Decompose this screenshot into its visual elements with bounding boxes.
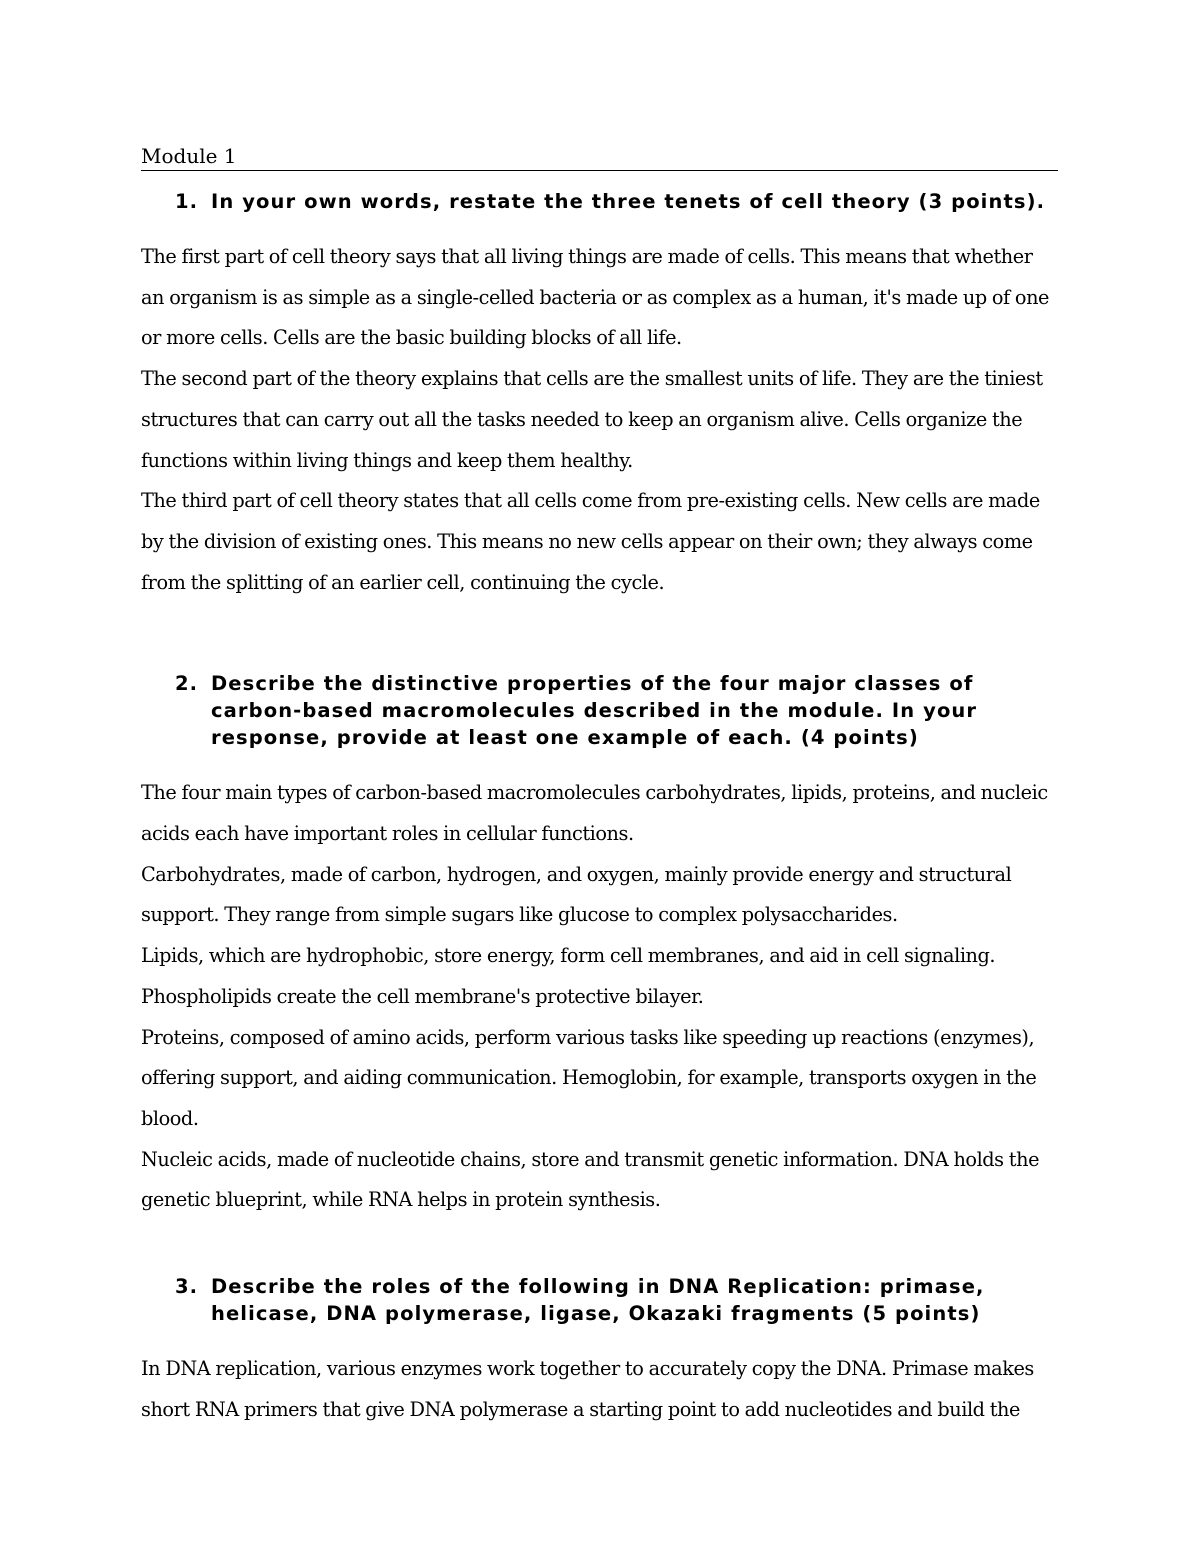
question-prompt: Describe the roles of the following in DNA Replication: primase, helicase, DNA polymerase, ligase, Okazaki fragments (5 points): [211, 1275, 985, 1326]
question-3: [141, 1273, 1058, 1327]
answer-paragraph: The third part of cell theory states that all cells come from pre-existing cells. New cells are made by the division of existing ones. This means no new cells appear on their own; they always come from the splitting of an earlier cell, continuing the cycle.: [141, 489, 1040, 594]
answer-2: [141, 773, 1058, 1221]
answer-3: [141, 1349, 1058, 1430]
answer-paragraph: The second part of the theory explains that cells are the smallest units of life. They are the tiniest structures that can carry out all the tasks needed to keep an organism alive. Cells organize the functions within living things and keep them healthy.: [141, 367, 1043, 472]
question-prompt: In your own words, restate the three tenets of cell theory (3 points).: [211, 190, 1046, 213]
answer-1: [141, 237, 1058, 603]
question-number: 2.: [175, 672, 199, 696]
question-number: 1.: [175, 190, 199, 213]
question-2: [141, 670, 1058, 751]
answer-paragraph: The first part of cell theory says that all living things are made of cells. This means that whether an organism is as simple as a single-celled bacteria or as complex as a human, it's made up of one or more cells. Cells are the basic building blocks of all life.: [141, 245, 1050, 350]
answer-paragraph: Lipids, which are hydrophobic, store energy, form cell membranes, and aid in cell signaling. Phospholipids create the cell membrane's protective bilayer.: [141, 944, 996, 1008]
answer-paragraph: Nucleic acids, made of nucleotide chains, store and transmit genetic information. DNA holds the genetic blueprint, while RNA helps in protein synthesis.: [141, 1147, 1040, 1212]
answer-paragraph: Proteins, composed of amino acids, perform various tasks like speeding up reactions (enzymes), offering support, and aiding communication. Hemoglobin, for example, transports oxygen in the blood.: [141, 1025, 1037, 1130]
answer-paragraph: In DNA replication, various enzymes work together to accurately copy the DNA. Primase makes short RNA primers that give DNA polymerase a starting point to add nucleotides and build the: [141, 1357, 1034, 1421]
module-title: Module 1: [141, 142, 1058, 171]
question-number: 3.: [175, 1275, 199, 1299]
answer-paragraph: Carbohydrates, made of carbon, hydrogen, and oxygen, mainly provide energy and structural support. They range from simple sugars like glucose to complex polysaccharides.: [141, 862, 1012, 927]
answer-paragraph: The four main types of carbon-based macromolecules carbohydrates, lipids, proteins, and nucleic acids each have important roles in cellular functions.: [141, 781, 1048, 846]
question-prompt: Describe the distinctive properties of the four major classes of carbon-based macromolecules described in the module. In your response, provide at least one example of each. (4 points): [211, 672, 978, 750]
document-body: [141, 142, 1058, 1430]
question-1: [141, 188, 1058, 215]
